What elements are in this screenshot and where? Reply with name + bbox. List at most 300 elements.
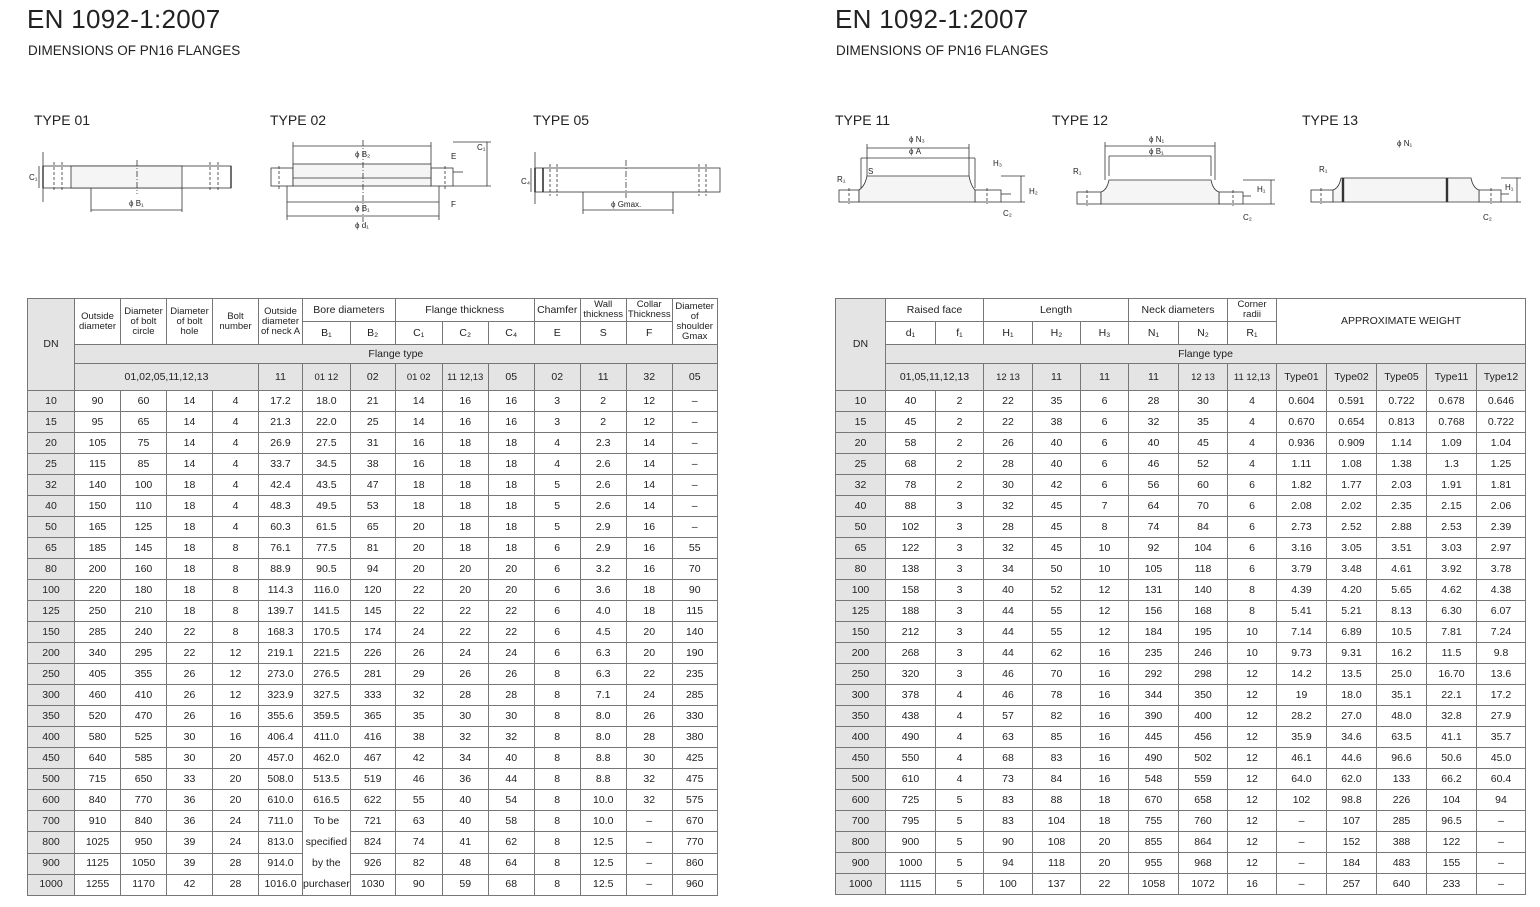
dn-cell: 400 (28, 727, 75, 748)
dn-cell: 700 (836, 811, 886, 832)
table-cell: 46.1 (1277, 748, 1327, 769)
table-cell: 68 (886, 454, 936, 475)
table-cell: 4.38 (1477, 580, 1526, 601)
table-cell: 133 (1377, 769, 1427, 790)
table-cell: 55 (1033, 622, 1081, 643)
table-cell: 12 (1228, 685, 1277, 706)
table-cell: 116.0 (303, 580, 351, 601)
table-cell: 16 (626, 538, 672, 559)
table-cell: 0.722 (1477, 412, 1526, 433)
header-corner-radii: Corner radii (1228, 299, 1277, 322)
table-cell: 640 (1377, 874, 1427, 895)
table-cell: 22 (488, 622, 534, 643)
table-cell: 168.3 (259, 622, 303, 643)
table-row (28, 412, 718, 433)
table-row (836, 475, 1526, 496)
ft-c4: 05 (488, 364, 534, 391)
table-cell: 20 (213, 790, 259, 811)
table-cell: 1.81 (1477, 475, 1526, 496)
table-cell: 8 (534, 769, 580, 790)
table-cell: 6 (534, 538, 580, 559)
table-cell: 824 (350, 832, 395, 853)
table-cell: 36 (167, 811, 213, 832)
header-length: Length (984, 299, 1129, 322)
table-cell: 122 (886, 538, 936, 559)
table-cell: – (1277, 853, 1327, 874)
table-cell: 1170 (121, 874, 167, 895)
table-cell: 34 (984, 559, 1033, 580)
table-cell: 12 (213, 643, 259, 664)
dn-cell: 150 (28, 622, 75, 643)
table-cell: 18 (167, 496, 213, 517)
table-cell: 5.41 (1277, 601, 1327, 622)
table-cell: 4 (534, 454, 580, 475)
table-cell: 49.5 (303, 496, 351, 517)
table-cell: 0.722 (1377, 391, 1427, 412)
table-cell: 140 (672, 622, 717, 643)
table-cell: 27.0 (1327, 706, 1377, 727)
table-cell: 22 (442, 622, 488, 643)
dim-r1-label: R₁ (1319, 165, 1328, 174)
ft-type01: Type01 (1277, 364, 1327, 391)
table-cell: 104 (1033, 811, 1081, 832)
sub-c4: C₄ (488, 322, 534, 345)
table-cell: 219.1 (259, 643, 303, 664)
dim-s-label: S (868, 167, 874, 176)
table-cell: 100 (121, 475, 167, 496)
table-cell: 1.3 (1427, 454, 1477, 475)
table-cell: 6 (1228, 538, 1277, 559)
table-cell: 1.77 (1327, 475, 1377, 496)
flange-type-header: Flange type (886, 345, 1526, 364)
table-cell: 12 (1228, 748, 1277, 769)
table-cell: 18 (1081, 790, 1129, 811)
table-cell: 2.6 (580, 496, 626, 517)
table-cell: 64 (1129, 496, 1179, 517)
sub-b2: B₂ (350, 322, 395, 345)
table-cell: 170.5 (303, 622, 351, 643)
table-cell: 355.6 (259, 706, 303, 727)
ft-c1: 01 02 (395, 364, 442, 391)
table-cell: 165 (75, 517, 121, 538)
table-cell: 380 (672, 727, 717, 748)
table-cell: 42.4 (259, 475, 303, 496)
table-cell: 445 (1129, 727, 1179, 748)
table-cell: 1115 (886, 874, 936, 895)
dn-cell: 40 (836, 496, 886, 517)
table-cell: 59 (442, 874, 488, 895)
table-cell: 12 (1081, 601, 1129, 622)
table-cell: 470 (121, 706, 167, 727)
table-row (28, 664, 718, 685)
table-cell: 3 (936, 517, 984, 538)
table-row (28, 454, 718, 475)
dn-cell: 65 (836, 538, 886, 559)
table-cell: 27.9 (1477, 706, 1526, 727)
table-cell: 55 (1033, 601, 1081, 622)
table-row (836, 790, 1526, 811)
table-cell: 640 (75, 748, 121, 769)
table-cell: 35 (395, 706, 442, 727)
table-row (28, 706, 718, 727)
ft-g: 05 (672, 364, 717, 391)
table-cell: 268 (886, 643, 936, 664)
table-cell: 323.9 (259, 685, 303, 706)
table-cell: 6.07 (1477, 601, 1526, 622)
table-cell: 3.48 (1327, 559, 1377, 580)
table-cell: 864 (1179, 832, 1228, 853)
table-cell: 22.0 (303, 412, 351, 433)
dim-b1-label: ϕ B₁ (129, 199, 144, 208)
table-cell: 22 (626, 664, 672, 685)
table-row (836, 412, 1526, 433)
table-cell: 221.5 (303, 643, 351, 664)
table-cell: 7.81 (1427, 622, 1477, 643)
header-shoulder-diameter: Diameter of shoulder Gmax (672, 299, 717, 345)
header-bolt-circle: Diameter of bolt circle (121, 299, 167, 345)
table-cell: 2.03 (1377, 475, 1427, 496)
table-cell: 1255 (75, 874, 121, 895)
table-cell: 4.20 (1327, 580, 1377, 601)
table-cell: 2.3 (580, 433, 626, 454)
table-cell: – (1477, 832, 1526, 853)
table-cell: 4.62 (1427, 580, 1477, 601)
table-cell: 58 (488, 811, 534, 832)
table-cell: 58 (886, 433, 936, 454)
table-cell: – (626, 832, 672, 853)
table-cell: 1.11 (1277, 454, 1327, 475)
table-cell: 61.5 (303, 517, 351, 538)
table-row (28, 790, 718, 811)
table-cell: 292 (1129, 664, 1179, 685)
table-cell: 281 (350, 664, 395, 685)
table-cell: 950 (121, 832, 167, 853)
table-cell: 10.0 (580, 811, 626, 832)
table-cell: 8 (213, 622, 259, 643)
ft-neck: 11 (259, 364, 303, 391)
table-cell: 83 (1033, 748, 1081, 769)
table-cell: 0.768 (1427, 412, 1477, 433)
dim-h3-label: H₃ (993, 159, 1003, 168)
table-cell: 24 (626, 685, 672, 706)
table-cell: 115 (75, 454, 121, 475)
table-cell: 8 (213, 601, 259, 622)
dim-a-label: ϕ A (909, 147, 922, 156)
table-cell: 14 (626, 454, 672, 475)
table-cell: 2.06 (1477, 496, 1526, 517)
table-cell: 365 (350, 706, 395, 727)
table-cell: 70 (672, 559, 717, 580)
table-cell: 94 (1477, 790, 1526, 811)
ft-e: 02 (534, 364, 580, 391)
table-cell: 131 (1129, 580, 1179, 601)
table-cell: 45 (1033, 496, 1081, 517)
dim-e-label: E (451, 152, 457, 161)
table-cell: 410 (121, 685, 167, 706)
table-cell: 40 (984, 580, 1033, 601)
table-cell: 35.1 (1377, 685, 1427, 706)
table-cell: 83 (984, 790, 1033, 811)
table-cell: – (672, 433, 717, 454)
table-cell: 548 (1129, 769, 1179, 790)
table-row (28, 391, 718, 412)
table-cell: 32 (1129, 412, 1179, 433)
table-cell: 6 (1081, 475, 1129, 496)
table-cell: 212 (886, 622, 936, 643)
table-cell: 1058 (1129, 874, 1179, 895)
table-cell: 156 (1129, 601, 1179, 622)
table-cell: 378 (886, 685, 936, 706)
table-cell: 7.14 (1277, 622, 1327, 643)
table-cell: 70 (1179, 496, 1228, 517)
table-cell: 4 (936, 769, 984, 790)
table-row (836, 559, 1526, 580)
dn-cell: 350 (28, 706, 75, 727)
dn-cell: 600 (28, 790, 75, 811)
table-cell: 46 (1129, 454, 1179, 475)
table-cell: – (626, 874, 672, 895)
table-cell: 12.5 (580, 874, 626, 895)
header-approximate-weight: APPROXIMATE WEIGHT (1277, 299, 1526, 345)
sub-b1: B₁ (303, 322, 351, 345)
ft-type12: Type12 (1477, 364, 1526, 391)
page-title: EN 1092-1:2007 (27, 4, 221, 34)
table-cell: 188 (886, 601, 936, 622)
table-cell: 12 (626, 412, 672, 433)
table-cell: 141.5 (303, 601, 351, 622)
table-cell: 110 (121, 496, 167, 517)
table-cell: 32 (626, 790, 672, 811)
dn-cell: 125 (836, 601, 886, 622)
table-cell: 17.2 (1477, 685, 1526, 706)
table-cell: – (1277, 832, 1327, 853)
page-title: EN 1092-1:2007 (835, 4, 1029, 34)
table-cell: 406.4 (259, 727, 303, 748)
header-collar-thickness: Collar Thickness (627, 299, 671, 320)
table-cell: 813.0 (259, 832, 303, 853)
table-cell: – (1277, 811, 1327, 832)
left-table-body (28, 391, 718, 896)
table-cell: 24 (488, 643, 534, 664)
dim-r1-label: R₁ (837, 175, 846, 184)
table-cell: 0.670 (1277, 412, 1327, 433)
table-cell: 715 (75, 769, 121, 790)
table-cell: 585 (121, 748, 167, 769)
table-cell: 8.0 (580, 727, 626, 748)
table-cell: 41 (442, 832, 488, 853)
table-row (28, 475, 718, 496)
table-cell: 114.3 (259, 580, 303, 601)
table-cell: 12 (1228, 790, 1277, 811)
ft-b1: 01 12 (303, 364, 351, 391)
table-cell: 2.9 (580, 517, 626, 538)
table-cell: – (672, 496, 717, 517)
table-cell: 18 (488, 538, 534, 559)
table-cell: 8 (213, 580, 259, 601)
table-cell: 42 (167, 874, 213, 895)
sub-f: F (626, 322, 672, 345)
table-cell: 2.88 (1377, 517, 1427, 538)
table-cell: 65 (350, 517, 395, 538)
table-cell: 1016.0 (259, 874, 303, 895)
table-cell: 16 (395, 454, 442, 475)
table-cell: 21.3 (259, 412, 303, 433)
table-cell: 8 (534, 811, 580, 832)
table-cell: 438 (886, 706, 936, 727)
table-cell: 1000 (886, 853, 936, 874)
table-row (28, 433, 718, 454)
table-cell: 13.5 (1327, 664, 1377, 685)
table-cell: 8.0 (580, 706, 626, 727)
table-cell: 50.6 (1427, 748, 1477, 769)
table-cell: 467 (350, 748, 395, 769)
table-cell: 98.8 (1327, 790, 1377, 811)
table-cell: 257 (1327, 874, 1377, 895)
table-cell: 8 (213, 559, 259, 580)
dim-c1-label: C₁ (29, 173, 38, 182)
table-row (28, 811, 718, 832)
table-cell: 88.9 (259, 559, 303, 580)
sub-h1: H₁ (984, 322, 1033, 345)
type-01-label: TYPE 01 (34, 112, 91, 128)
dim-c2-label: C₂ (1003, 209, 1012, 218)
table-cell: 64 (488, 853, 534, 874)
table-cell: 46 (984, 685, 1033, 706)
table-cell: 43.5 (303, 475, 351, 496)
table-cell: 3 (936, 601, 984, 622)
table-cell: 359.5 (303, 706, 351, 727)
dn-cell: 125 (28, 601, 75, 622)
table-cell: 24 (442, 643, 488, 664)
table-cell: 20 (395, 517, 442, 538)
table-cell: 66.2 (1427, 769, 1477, 790)
table-cell: 28 (626, 727, 672, 748)
ft-c2: 11 12,13 (442, 364, 488, 391)
table-cell: 6.3 (580, 643, 626, 664)
table-row (28, 580, 718, 601)
table-cell: 550 (886, 748, 936, 769)
table-cell: 273.0 (259, 664, 303, 685)
table-cell: 12 (213, 685, 259, 706)
table-cell: 18 (442, 433, 488, 454)
table-cell: 48 (442, 853, 488, 874)
ft-raised: 01,05,11,12,13 (886, 364, 984, 391)
table-cell: 18 (626, 580, 672, 601)
dn-cell: 200 (28, 643, 75, 664)
table-cell: 17.2 (259, 391, 303, 412)
table-cell: 33.7 (259, 454, 303, 475)
table-row (836, 601, 1526, 622)
table-cell: 78 (1033, 685, 1081, 706)
table-cell: 77.5 (303, 538, 351, 559)
table-cell: 6 (1081, 391, 1129, 412)
sub-c2: C₂ (442, 322, 488, 345)
dn-cell: 20 (836, 433, 886, 454)
sub-n2: N₂ (1179, 322, 1228, 345)
table-cell: 8 (534, 685, 580, 706)
type-13-diagram (1305, 132, 1527, 237)
dim-h1-label: H₁ (1505, 183, 1514, 192)
table-cell: 6 (534, 601, 580, 622)
table-cell: 24 (213, 832, 259, 853)
table-cell: 12 (1228, 727, 1277, 748)
table-cell: 74 (1129, 517, 1179, 538)
table-cell: 16 (1081, 685, 1129, 706)
table-cell: 840 (121, 811, 167, 832)
table-cell: 30 (167, 748, 213, 769)
dn-cell: 50 (836, 517, 886, 538)
table-cell: 670 (672, 811, 717, 832)
table-cell: 40 (488, 748, 534, 769)
table-cell: 35 (1033, 391, 1081, 412)
table-row (836, 496, 1526, 517)
table-cell: 160 (121, 559, 167, 580)
table-cell: 462.0 (303, 748, 351, 769)
table-cell: 184 (1327, 853, 1377, 874)
dn-cell: 15 (28, 412, 75, 433)
table-cell: 30 (442, 706, 488, 727)
page-subtitle: DIMENSIONS OF PN16 FLANGES (28, 43, 241, 58)
sub-r1: R₁ (1228, 322, 1277, 345)
table-cell: 18 (488, 517, 534, 538)
table-row (836, 832, 1526, 853)
table-cell: 6.30 (1427, 601, 1477, 622)
table-cell: 3 (936, 538, 984, 559)
sub-d1: d₁ (886, 322, 936, 345)
table-cell: 2.15 (1427, 496, 1477, 517)
table-cell: 39 (167, 832, 213, 853)
table-cell: 4 (213, 433, 259, 454)
table-cell: 38 (350, 454, 395, 475)
table-cell: 502 (1179, 748, 1228, 769)
table-cell: 16 (442, 412, 488, 433)
table-cell: 295 (121, 643, 167, 664)
table-row (836, 874, 1526, 895)
dim-c4-label: C₄ (521, 177, 531, 186)
table-cell: 7.1 (580, 685, 626, 706)
type-02-label: TYPE 02 (270, 112, 327, 128)
table-cell: 960 (672, 874, 717, 895)
table-cell: 285 (75, 622, 121, 643)
table-cell: 60.3 (259, 517, 303, 538)
table-cell: 650 (121, 769, 167, 790)
table-cell: 45 (1179, 433, 1228, 454)
table-cell: 388 (1377, 832, 1427, 853)
dn-cell: 700 (28, 811, 75, 832)
table-row (28, 685, 718, 706)
table-cell: 520 (75, 706, 121, 727)
dn-cell: 150 (836, 622, 886, 643)
table-cell: 4 (1228, 433, 1277, 454)
table-cell: 54 (488, 790, 534, 811)
table-cell: 16 (1081, 664, 1129, 685)
table-cell: 14 (167, 433, 213, 454)
table-cell: 40 (442, 790, 488, 811)
table-cell: 26 (442, 664, 488, 685)
table-cell: 82 (1033, 706, 1081, 727)
table-cell: 5 (936, 874, 984, 895)
header-flange-thickness: Flange thickness (395, 299, 534, 322)
table-cell: 2.6 (580, 475, 626, 496)
table-cell: 34.6 (1327, 727, 1377, 748)
table-cell: 200 (75, 559, 121, 580)
table-cell: 18 (442, 538, 488, 559)
table-cell: 16 (1081, 727, 1129, 748)
table-cell: 46 (395, 769, 442, 790)
dn-cell: 350 (836, 706, 886, 727)
table-cell: 26 (167, 706, 213, 727)
table-cell: 26 (167, 664, 213, 685)
